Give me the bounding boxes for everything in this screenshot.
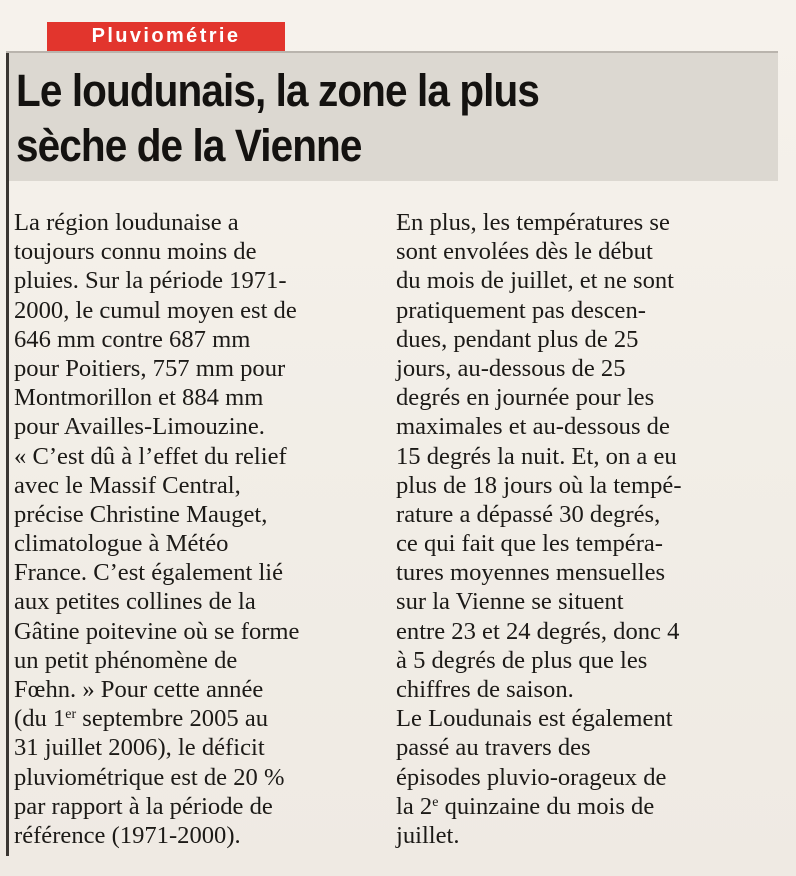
article-column-left — [14, 208, 299, 850]
ordinal-superscript: er — [65, 707, 77, 723]
text-line: Montmorillon et 884 mm — [14, 384, 264, 412]
article-column-right — [396, 208, 682, 850]
text-line: Le Loudunais est également — [396, 705, 673, 733]
text-line: aux petites collines de la — [14, 588, 256, 616]
text-line — [14, 704, 299, 733]
text-line: pour Availles-Limouzine. — [14, 413, 265, 441]
text-line: sont envolées dès le début — [396, 238, 653, 266]
text-fragment: la 2 — [396, 792, 433, 820]
text-fragment: septembre 2005 au — [76, 705, 269, 733]
text-line: précise Christine Mauget, — [14, 500, 268, 528]
headline-box — [6, 51, 778, 181]
text-line: pluviométrique est de 20 % — [14, 763, 285, 791]
text-line: tures moyennes mensuelles — [396, 559, 666, 587]
text-line: juillet. — [396, 821, 460, 849]
text-line: plus de 18 jours où la tempé- — [396, 471, 682, 499]
text-line: 2000, le cumul moyen est de — [14, 296, 297, 324]
headline-line-1: Le loudunais, la zone la plus — [16, 65, 539, 116]
text-line: pratiquement pas descen- — [396, 296, 646, 324]
text-line: chiffres de saison. — [396, 676, 574, 703]
ordinal-superscript: e — [432, 794, 439, 810]
text-line: jours, au-dessous de 25 — [396, 354, 626, 382]
text-line: « C’est dû à l’effet du relief — [14, 442, 287, 470]
column-rule — [6, 181, 9, 856]
text-line: ce qui fait que les tempéra- — [396, 530, 663, 558]
text-line: 31 juillet 2006), le déficit — [14, 734, 265, 762]
text-line: maximales et au-dessous de — [396, 413, 670, 441]
text-line: avec le Massif Central, — [14, 471, 241, 499]
text-line: 15 degrés la nuit. Et, on a eu — [396, 442, 677, 470]
text-line: La région loudunaise a — [14, 209, 239, 236]
text-line: épisodes pluvio-orageux de — [396, 763, 667, 791]
text-line: pour Poitiers, 757 mm pour — [14, 354, 286, 382]
text-line: sur la Vienne se situent — [396, 588, 624, 616]
text-line: Gâtine poitevine où se forme — [14, 617, 300, 645]
text-line: En plus, les températures se — [396, 209, 670, 236]
text-line: climatologue à Météo — [14, 530, 229, 558]
text-line: 646 mm contre 687 mm — [14, 325, 251, 353]
text-line: référence (1971-2000). — [14, 821, 241, 849]
text-line — [396, 792, 682, 821]
text-line: par rapport à la période de — [14, 792, 273, 820]
headline-line-2: sèche de la Vienne — [16, 120, 362, 171]
text-line: rature a dépassé 30 degrés, — [396, 500, 661, 528]
text-line: un petit phénomène de — [14, 646, 238, 674]
text-fragment: (du 1 — [14, 705, 66, 733]
text-line: dues, pendant plus de 25 — [396, 325, 639, 353]
text-line: passé au travers des — [396, 734, 591, 762]
text-fragment: quinzaine du mois de — [438, 792, 655, 820]
text-line: Fœhn. » Pour cette année — [14, 676, 264, 703]
text-line: pluies. Sur la période 1971- — [14, 267, 287, 295]
text-line: toujours connu moins de — [14, 238, 257, 266]
text-line: du mois de juillet, et ne sont — [396, 267, 675, 295]
text-line: à 5 degrés de plus que les — [396, 646, 648, 674]
headline — [16, 63, 691, 173]
text-line: degrés en journée pour les — [396, 384, 655, 412]
text-line: France. C’est également lié — [14, 559, 284, 587]
text-line: entre 23 et 24 degrés, donc 4 — [396, 617, 680, 645]
section-rubric: Pluviométrie — [47, 22, 285, 51]
